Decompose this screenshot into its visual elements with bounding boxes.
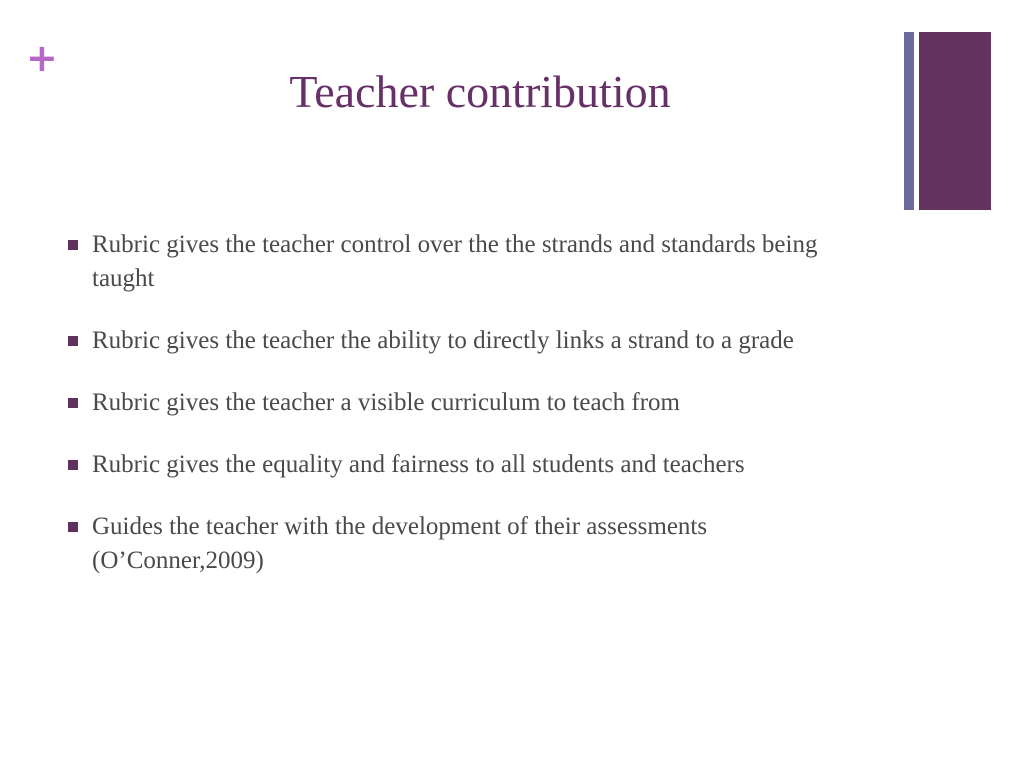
- bullet-list: [66, 228, 866, 606]
- square-bullet-icon: [68, 336, 78, 346]
- bullet-text: Rubric gives the teacher a visible curriculum to teach from: [92, 389, 680, 416]
- bullet-item: [66, 448, 866, 482]
- bullet-text: Rubric gives the equality and fairness to all students and teachers: [92, 451, 745, 478]
- slide-title: Teacher contribution: [289, 66, 671, 117]
- bullet-text: Guides the teacher with the development of their assessments (O’Conner,2009): [92, 513, 708, 574]
- bullet-item: [66, 228, 866, 296]
- square-bullet-icon: [68, 460, 78, 470]
- accent-bar-thin: [904, 32, 914, 210]
- bullet-item: [66, 510, 866, 578]
- plus-icon: +: [26, 36, 58, 80]
- bullet-item: [66, 386, 866, 420]
- bullet-text: Rubric gives the teacher the ability to directly links a strand to a grade: [92, 327, 794, 354]
- square-bullet-icon: [68, 522, 78, 532]
- bullet-text: Rubric gives the teacher control over the the strands and standards being taught: [92, 231, 818, 292]
- bullet-item: [66, 324, 866, 358]
- square-bullet-icon: [68, 240, 78, 250]
- square-bullet-icon: [68, 398, 78, 408]
- accent-bar-thick: [919, 32, 991, 210]
